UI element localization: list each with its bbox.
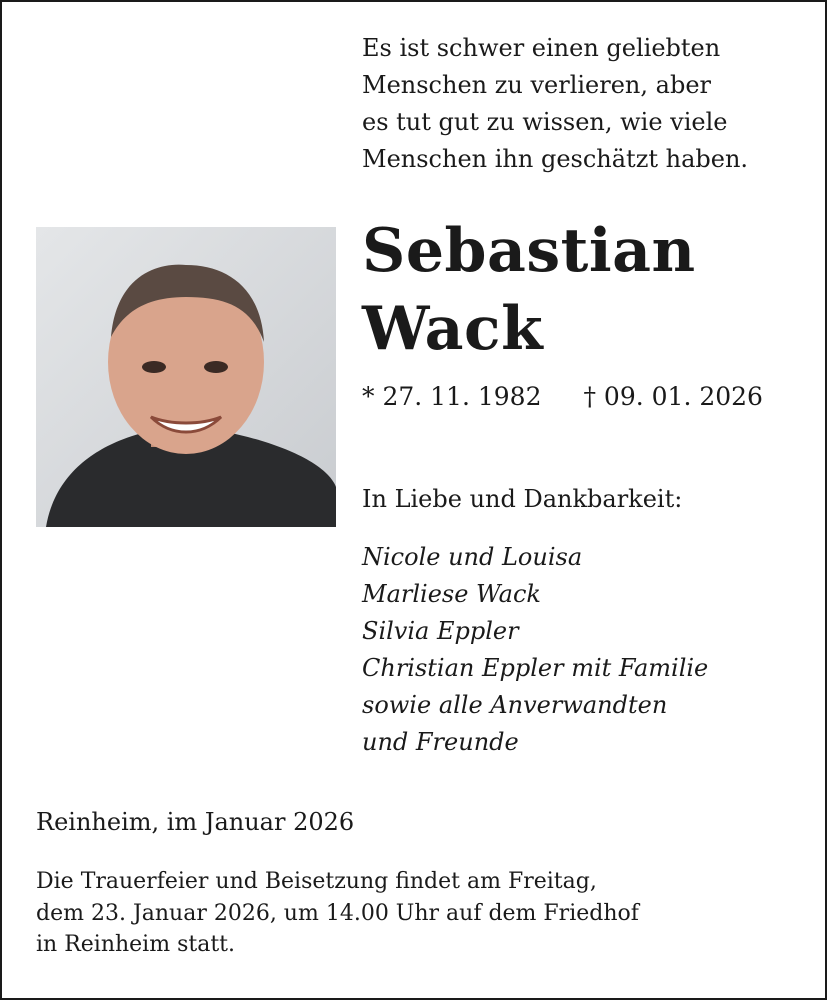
quote-line: es tut gut zu wissen, wie viele: [362, 108, 728, 136]
quote-line: Menschen ihn geschätzt haben.: [362, 145, 749, 173]
thanks-heading: In Liebe und Dankbarkeit:: [362, 485, 683, 513]
funeral-line: Die Trauerfeier und Beisetzung findet am Freitag,: [36, 869, 597, 894]
funeral-line: dem 23. Januar 2026, um 14.00 Uhr auf dem Friedhof: [36, 900, 639, 926]
quote-line: Es ist schwer einen geliebten: [362, 34, 721, 62]
mourner: Silvia Eppler: [362, 617, 519, 645]
place-date: Reinheim, im Januar 2026: [36, 808, 355, 836]
deceased-name: [362, 212, 696, 368]
life-dates: [362, 382, 763, 411]
mourner: Christian Eppler mit Familie: [362, 654, 709, 682]
portrait-photo: [36, 227, 336, 527]
mourner: Nicole und Louisa: [362, 543, 583, 571]
first-name: Sebastian: [362, 216, 696, 286]
quote: [362, 30, 748, 178]
mourner: und Freunde: [362, 728, 519, 756]
mourner: Marliese Wack: [362, 580, 541, 608]
mourners-list: [362, 539, 708, 761]
funeral-line: in Reinheim statt.: [36, 932, 235, 957]
last-name: Wack: [362, 294, 544, 364]
death-date: † 09. 01. 2026: [583, 382, 763, 411]
birth-date: * 27. 11. 1982: [362, 382, 542, 411]
funeral-info: [36, 866, 639, 961]
quote-line: Menschen zu verlieren, aber: [362, 71, 711, 99]
mourner: sowie alle Anverwandten: [362, 691, 668, 719]
